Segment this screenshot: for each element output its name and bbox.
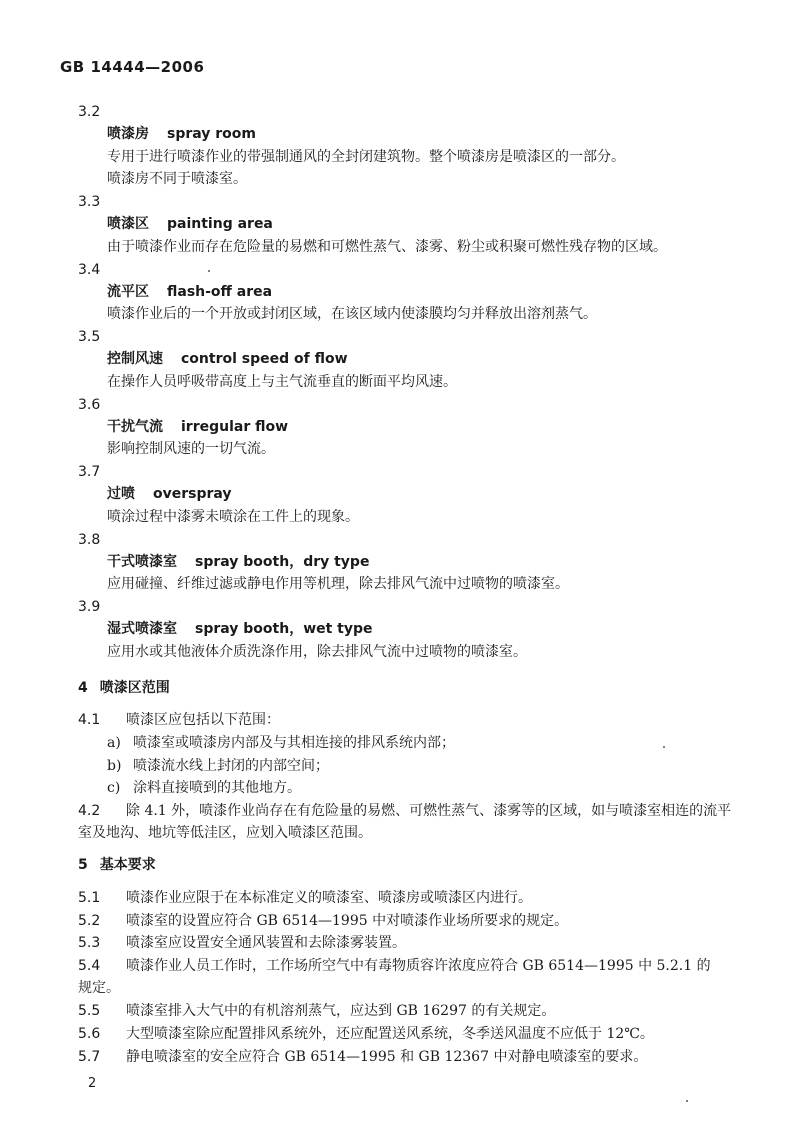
definition-text: 应用碰撞、纤维过滤或静电作用等机理，除去排风气流中过喷物的喷漆室。 — [107, 576, 569, 592]
clause — [78, 711, 280, 729]
clause-number: 3.4 — [78, 262, 101, 278]
clause-text: 喷漆作业应限于在本标准定义的喷漆室、喷漆房或喷漆区内进行。 — [126, 890, 532, 906]
term-zh: 流平区 — [107, 284, 149, 300]
clause — [78, 934, 406, 952]
term-en: spray booth，dry type — [195, 554, 370, 570]
clause-number: 5.1 — [78, 890, 101, 906]
term-zh: 过喷 — [107, 486, 135, 502]
clause-number: 3.9 — [78, 599, 101, 615]
term-heading — [107, 418, 288, 436]
term-heading — [107, 350, 348, 368]
document-id-header: GB 14444—2006 — [60, 58, 205, 76]
scan-speck — [686, 1100, 688, 1102]
clause-text: 喷漆作业人员工作时，工作场所空气中有毒物质容许浓度应符合 GB 6514—1995 中 5.2.1 的 — [126, 958, 711, 974]
term-heading — [107, 553, 369, 571]
list-label: c) — [107, 780, 121, 796]
term-zh: 干式喷漆室 — [107, 554, 177, 570]
section-heading — [78, 679, 170, 697]
term-en: overspray — [153, 486, 232, 502]
clause-number: 3.2 — [78, 104, 101, 120]
term-en: spray room — [167, 126, 257, 142]
term-zh: 喷漆房 — [107, 126, 149, 142]
term-heading — [107, 215, 273, 233]
list-item — [107, 779, 301, 797]
definition-text: 应用水或其他液体介质洗涤作用，除去排风气流中过喷物的喷漆室。 — [107, 644, 527, 660]
term-en: painting area — [167, 216, 273, 232]
clause — [78, 1002, 555, 1020]
clause-number: 3.8 — [78, 532, 101, 548]
list-item — [107, 757, 329, 775]
clause-number: 3.7 — [78, 464, 101, 480]
section-number: 5 — [78, 857, 88, 873]
clause-number: 4.2 — [78, 803, 101, 819]
clause-text: 大型喷漆室除应配置排风系统外，还应配置送风系统，冬季送风温度不应低于 12℃。 — [126, 1026, 654, 1042]
clause-number: 5.5 — [78, 1003, 101, 1019]
term-en: flash-off area — [167, 284, 273, 300]
clause-number: 5.3 — [78, 935, 101, 951]
term-zh: 湿式喷漆室 — [107, 621, 177, 637]
clause-text: 静电喷漆室的安全应符合 GB 6514—1995 和 GB 12367 中对静电喷漆室的要求。 — [126, 1049, 648, 1065]
definition-text: 喷漆作业后的一个开放或封闭区域，在该区域内使漆膜均匀并释放出溶剂蒸气。 — [107, 306, 597, 322]
term-heading — [107, 620, 373, 638]
clause-number: 3.6 — [78, 397, 101, 413]
term-heading — [107, 125, 256, 143]
list-item — [107, 734, 455, 752]
section-title: 喷漆区范围 — [99, 680, 170, 696]
term-zh: 喷漆区 — [107, 216, 149, 232]
clause-text: 喷漆区应包括以下范围： — [126, 712, 280, 728]
definition-text: 影响控制风速的一切气流。 — [107, 441, 275, 457]
clause-text: 喷漆室排入大气中的有机溶剂蒸气，应达到 GB 16297 的有关规定。 — [126, 1003, 556, 1019]
clause-text: 喷漆室应设置安全通风装置和去除漆雾装置。 — [126, 935, 406, 951]
definition-text: 喷涂过程中漆雾未喷涂在工件上的现象。 — [107, 509, 359, 525]
clause — [78, 1025, 654, 1043]
clause — [78, 957, 711, 975]
list-text: 涂料直接喷到的其他地方。 — [133, 780, 301, 796]
clause-number: 5.4 — [78, 958, 101, 974]
clause-number: 5.2 — [78, 913, 101, 929]
term-heading — [107, 485, 232, 503]
definition-text: 由于喷漆作业而存在危险量的易燃和可燃性蒸气、漆雾、粉尘或积聚可燃性残存物的区域。 — [107, 239, 667, 255]
section-title: 基本要求 — [99, 857, 156, 873]
clause-number: 4.1 — [78, 712, 101, 728]
definition-text: 在操作人员呼吸带高度上与主气流垂直的断面平均风速。 — [107, 374, 457, 390]
term-en: irregular flow — [181, 419, 289, 435]
clause-number: 5.6 — [78, 1026, 101, 1042]
clause — [78, 889, 532, 907]
definition-text: 喷漆房不同于喷漆室。 — [107, 171, 247, 187]
clause — [78, 1048, 647, 1066]
list-text: 喷漆流水线上封闭的内部空间； — [133, 758, 329, 774]
list-label: a) — [107, 735, 121, 751]
clause — [78, 802, 731, 820]
clause-number: 3.3 — [78, 194, 101, 210]
definition-text: 专用于进行喷漆作业的带强制通风的全封闭建筑物。整个喷漆房是喷漆区的一部分。 — [107, 149, 625, 165]
clause-text: 除 4.1 外，喷漆作业尚存在有危险量的易燃、可燃性蒸气、漆雾等的区域，如与喷漆室相连的流平 — [126, 803, 732, 819]
clause — [78, 912, 568, 930]
clause-text: 喷漆室的设置应符合 GB 6514—1995 中对喷漆作业场所要求的规定。 — [126, 913, 569, 929]
section-heading — [78, 856, 156, 874]
clause-number: 5.7 — [78, 1049, 101, 1065]
scan-speck — [663, 746, 665, 748]
list-text: 喷漆室或喷漆房内部及与其相连接的排风系统内部； — [133, 735, 455, 751]
term-zh: 干扰气流 — [107, 419, 163, 435]
term-en: control speed of flow — [181, 351, 348, 367]
page-number: 2 — [88, 1076, 97, 1091]
section-number: 4 — [78, 680, 88, 696]
term-heading — [107, 283, 272, 301]
clause-text-continued: 规定。 — [78, 980, 120, 996]
term-en: spray booth，wet type — [195, 621, 373, 637]
scan-speck — [208, 270, 210, 272]
clause-text-continued: 室及地沟、地坑等低洼区，应划入喷漆区范围。 — [78, 825, 372, 841]
clause-number: 3.5 — [78, 329, 101, 345]
term-zh: 控制风速 — [107, 351, 163, 367]
list-label: b) — [107, 758, 122, 774]
